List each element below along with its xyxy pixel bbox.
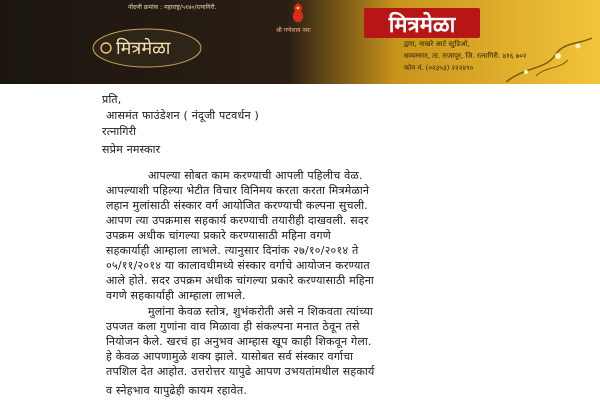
salutation-to: प्रति, bbox=[102, 93, 122, 106]
recipient-city: रत्नागिरी bbox=[102, 125, 137, 138]
letterhead bbox=[0, 0, 600, 84]
body-line: मुलांना केवळ स्तोत्र, शुभंकरोती असे न शिकवता त्यांच्या bbox=[148, 305, 373, 318]
body-line: नियोजन केले. खरचं हा अनुभव आम्हास खूप काही शिकवून गेला. bbox=[106, 335, 372, 348]
address-line: द्वारा, नाखरे आर्ट स्टुडिओ, bbox=[404, 40, 470, 48]
body-line: लहान मुलांसाठी संस्कार वर्ग आयोजित करण्याची कल्पना सुचली. bbox=[106, 199, 368, 212]
address-line: फोन नं. (०२३५३) २२२४९० bbox=[404, 64, 474, 72]
greeting: सप्रेम नमस्कार bbox=[102, 143, 161, 156]
address-line: सम्यग्नगर, ता. राजापूर, जि. रत्नागिरी. ४१६ ७०२ bbox=[404, 52, 527, 60]
body-line: व स्नेहभाव यापुढेही कायम रहावेत. bbox=[106, 384, 248, 397]
brand-name: मित्रमेळा bbox=[388, 13, 456, 38]
body-line: आले होते. सदर उपक्रम अधीक चांगल्या प्रकारे करण्यासाठी महिना bbox=[106, 274, 374, 287]
letter-body bbox=[0, 84, 600, 400]
logo-wordmark: मित्रमेळा bbox=[116, 38, 171, 59]
body-line: हे केवळ आपणामुळे शक्य झाले. यासोबत सर्व संस्कार वर्गाचा bbox=[106, 350, 354, 363]
body-line: उपक्रम अधीक चांगल्या प्रकारे करण्यासाठी महिना वगणे bbox=[106, 229, 331, 242]
body-line: उपजत कला गुणांना वाव मिळावा ही संकल्पना मनात ठेवून तसे bbox=[106, 320, 360, 333]
body-line: वगणे सहकार्याही आम्हाला लाभले. bbox=[106, 289, 246, 302]
body-line: आपल्याशी पहिल्या भेटीत विचार विनिमय करता करता मित्रमेळाने bbox=[106, 184, 370, 197]
ganesh-emblem-icon bbox=[290, 2, 306, 24]
ganesh-invocation: श्री गणेशाय नमः bbox=[276, 27, 311, 34]
body-line: तपशिल देत आहोत. उत्तरोत्तर यापुढे आपण उभयतांमधील सहकार्य bbox=[106, 365, 375, 378]
body-line: आपल्या सोबत काम करण्याची आपली पहिलीच वेळ. bbox=[148, 169, 363, 182]
body-line: ०५/११/२०१४ या कालावधीमध्ये संस्कार वर्गाचे आयोजन करण्यात bbox=[106, 259, 370, 272]
registration-number: नोंदणी क्रमांक : महाराष्ट्र/५१४०/रत्नागिरी. bbox=[128, 4, 217, 11]
floral-ornament-icon bbox=[496, 36, 600, 84]
body-line: सहकार्याही आम्हाला लाभले. त्यानुसार दिनांक २७/१०/२०१४ ते bbox=[106, 244, 359, 257]
recipient-name: आसमंत फाउंडेशन ( नंदूजी पटवर्धन ) bbox=[106, 109, 259, 122]
body-line: आपण त्या उपक्रमास सहकार्य करण्याची तयारीही दाखवली. सदर bbox=[106, 214, 369, 227]
